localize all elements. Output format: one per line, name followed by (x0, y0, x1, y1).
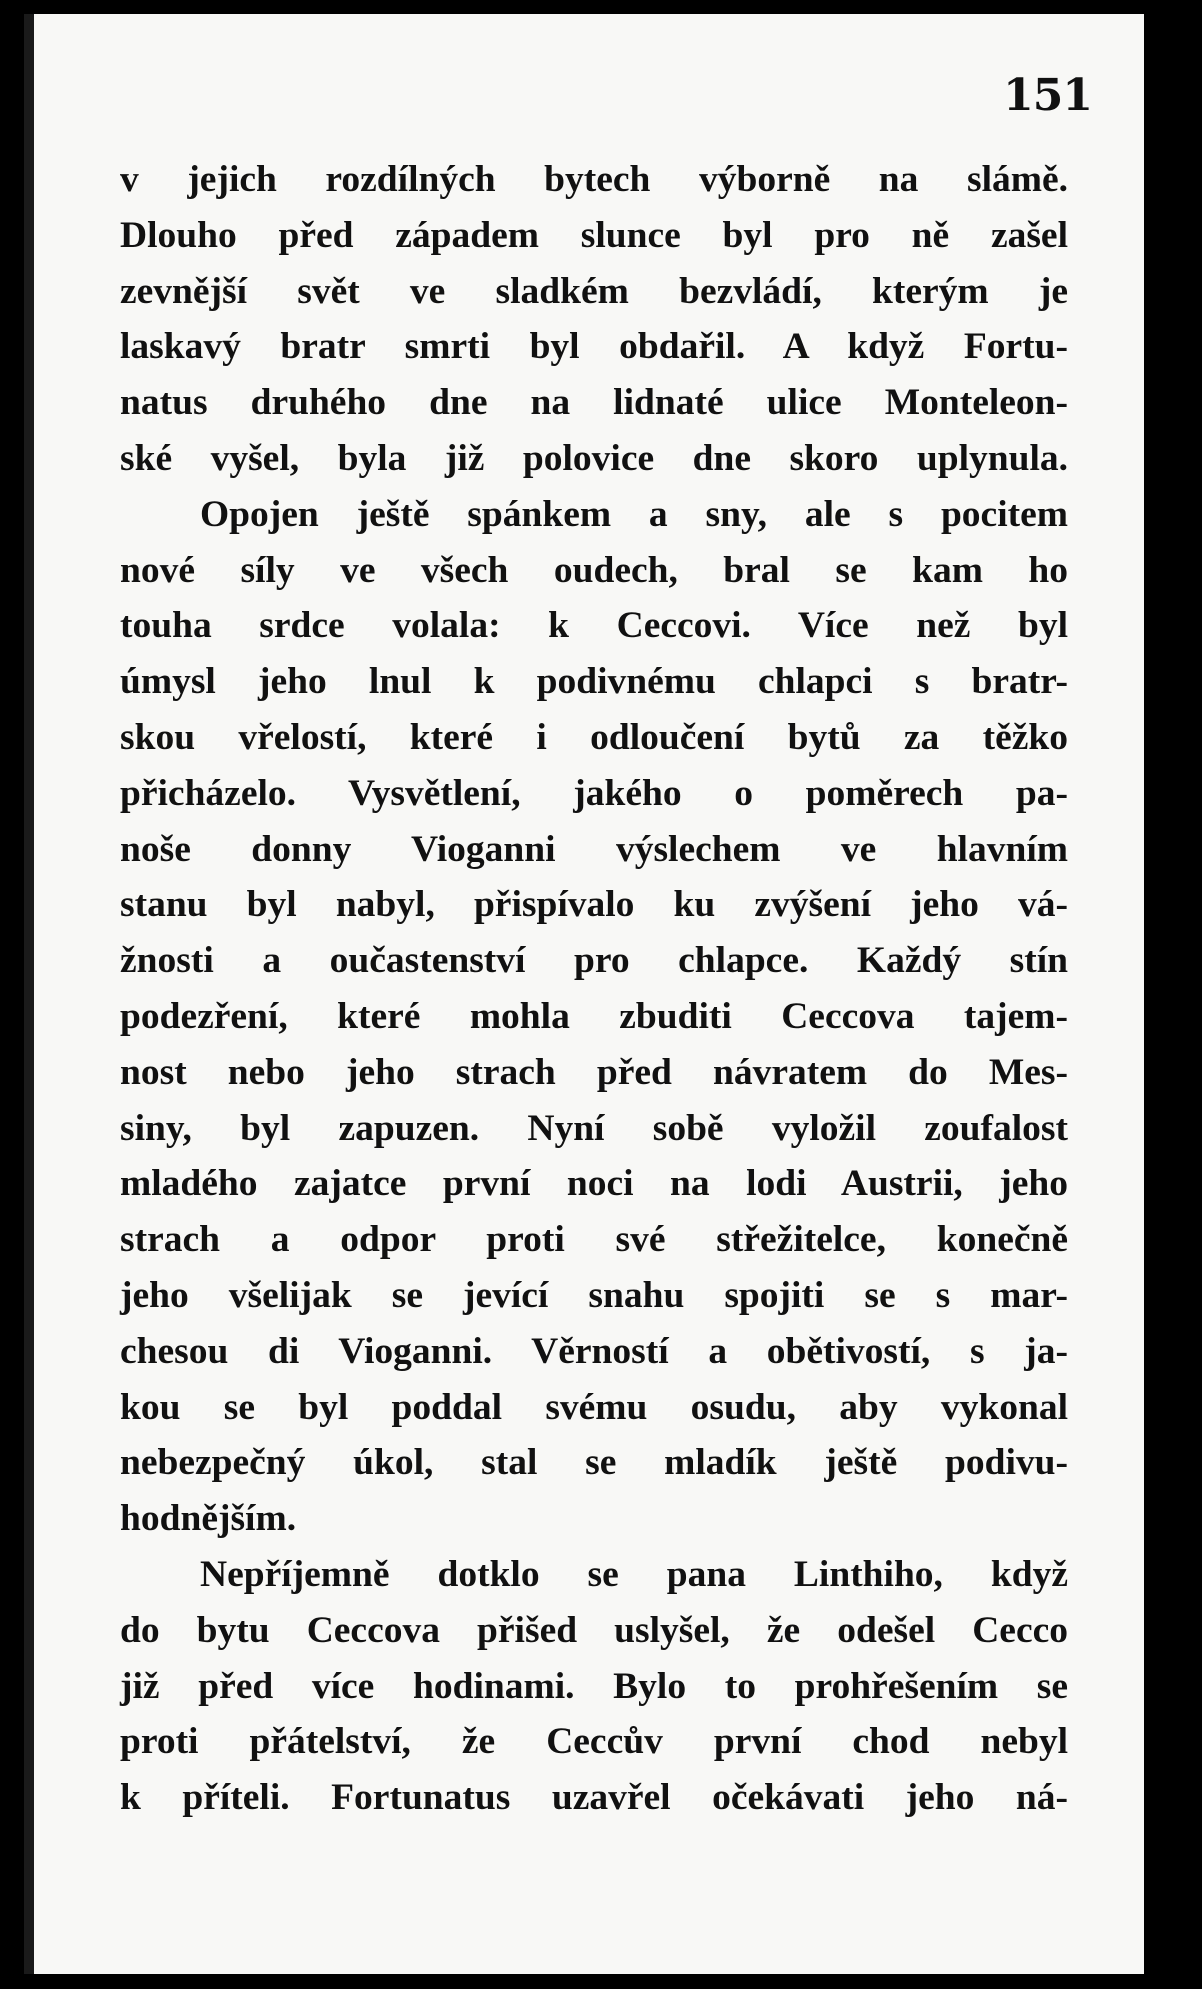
text-line: touha srdce volala: k Ceccovi. Více než byl (120, 605, 1068, 647)
text-line: natus druhého dne na lidnaté ulice Monteleon- (120, 382, 1068, 424)
book-page (24, 14, 1164, 1974)
text-line: úmysl jeho lnul k podivnému chlapci s bratr- (120, 661, 1068, 703)
text-line: Opojen ještě spánkem a sny, ale s pocitem (200, 493, 1068, 535)
text-line: stanu byl nabyl, přispívalo ku zvýšení jeho vá- (120, 884, 1068, 926)
page-edge (1144, 14, 1164, 1974)
text-line: již před více hodinami. Bylo to prohřešením se (120, 1665, 1068, 1707)
text-line: podezření, které mohla zbuditi Ceccova tajem- (120, 995, 1068, 1037)
text-line: zevnější svět ve sladkém bezvládí, kterým je (120, 270, 1068, 312)
text-line: skou vřelostí, které i odloučení bytů za těžko (120, 716, 1068, 758)
text-line: ské vyšel, byla již polovice dne skoro uplynula. (120, 437, 1068, 479)
text-line: laskavý bratr smrti byl obdařil. A když Fortu- (120, 326, 1068, 368)
text-line: kou se byl poddal svému osudu, aby vykonal (120, 1386, 1068, 1428)
text-line: přicházelo. Vysvětlení, jakého o poměrech pa- (120, 772, 1068, 814)
body-text (120, 152, 1068, 1826)
text-line: žnosti a oučastenství pro chlapce. Každý stín (120, 940, 1068, 982)
text-line: nebezpečný úkol, stal se mladík ještě podivu- (120, 1442, 1068, 1484)
text-line: Dlouho před západem slunce byl pro ně zašel (120, 214, 1068, 256)
text-line: k příteli. Fortunatus uzavřel očekávati jeho ná- (120, 1777, 1068, 1819)
text-line: do bytu Ceccova přišed uslyšel, že odešel Cecco (120, 1609, 1068, 1651)
page-number: 151 (1003, 70, 1092, 121)
text-line: hodnějším. (120, 1498, 297, 1540)
text-line: nové síly ve všech oudech, bral se kam ho (120, 549, 1068, 591)
text-line: Nepříjemně dotklo se pana Linthiho, když (200, 1553, 1068, 1595)
text-line: nost nebo jeho strach před návratem do Mes- (120, 1051, 1068, 1093)
text-line: v jejich rozdílných bytech výborně na slámě. (120, 159, 1068, 200)
text-line: proti přátelství, že Ceccův první chod nebyl (120, 1721, 1068, 1763)
text-line: siny, byl zapuzen. Nyní sobě vyložil zoufalost (120, 1107, 1068, 1149)
text-line: strach a odpor proti své střežitelce, konečně (120, 1219, 1068, 1261)
text-line: mladého zajatce první noci na lodi Austrii, jeho (120, 1163, 1068, 1205)
text-line: jeho všelijak se jevící snahu spojiti se s mar- (120, 1274, 1068, 1316)
text-line: noše donny Vioganni výslechem ve hlavním (120, 828, 1068, 870)
text-line: chesou di Vioganni. Věrností a obětivostí, s ja- (120, 1330, 1068, 1372)
